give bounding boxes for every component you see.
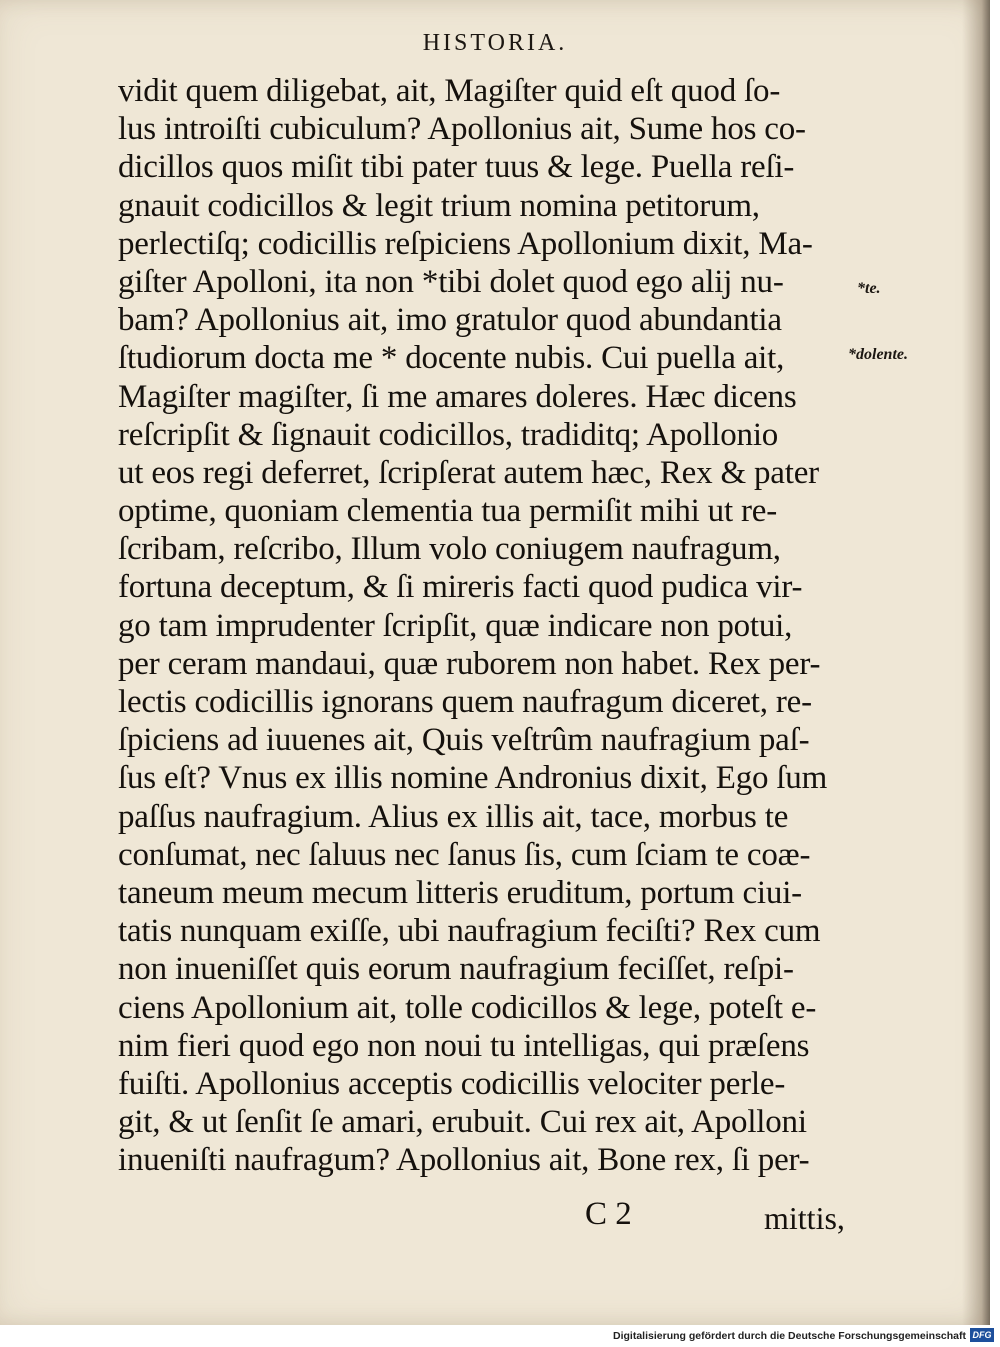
text-line: paſſus naufragium. Alius ex illis ait, tace, morbus te [118,798,789,835]
text-line: ſpiciens ad iuuenes ait, Quis veſtrûm naufragium paſ- [118,722,810,759]
text-line: ſtudiorum docta me * docente nubis. Cui puella ait, [118,340,785,377]
text-line: reſcripſit & ſignauit codicillos, tradiditq; Apollonio [118,416,779,453]
dfg-logo: DFG [970,1328,994,1342]
body-text [118,72,843,1179]
text-line: inueniſti naufragum? Apollonius ait, Bone rex, ſi per- [118,1142,810,1179]
text-line: tatis nunquam exiſſe, ubi naufragium feciſti? Rex cum [118,913,821,950]
margin-note-te: *te. [857,280,881,297]
text-line: Magiſter magiſter, ſi me amares doleres. Hæc dicens [118,378,797,415]
digitization-credit: Digitalisierung gefördert durch die Deutsche Forschungsgemeinschaft [613,1330,966,1342]
text-line: giſter Apolloni, ita non *tibi dolet quod ego alij nu- [118,263,784,300]
signature-mark: C 2 [585,1196,632,1232]
text-line: gnauit codicillos & legit trium nomina petitorum, [118,187,760,224]
text-line: lus introiſti cubiculum? Apollonius ait, Sume hos co- [118,111,806,148]
running-head: HISTORIA. [422,30,568,56]
text-line: conſumat, nec ſaluus nec ſanus ſis, cum ſciam te coæ- [118,836,811,873]
text-line: bam? Apollonius ait, imo gratulor quod abundantia [118,302,782,339]
text-line: dicillos quos miſit tibi pater tuus & lege. Puella reſi- [118,149,795,186]
text-line: optime, quoniam clementia tua permiſit mihi ut re- [118,493,777,530]
text-line: fuiſti. Apollonius acceptis codicillis velociter perle- [118,1065,786,1102]
text-line: ciens Apollonium ait, tolle codicillos & lege, poteſt e- [118,989,817,1026]
text-line: ſcribam, reſcribo, Illum volo coniugem naufragum, [118,531,781,568]
text-line: non inueniſſet quis eorum naufragium feciſſet, reſpi- [118,951,794,988]
text-line: ut eos regi deferret, ſcripſerat autem hæc, Rex & pater [118,454,819,491]
text-line: fortuna deceptum, & ſi mireris facti quod pudica vir- [118,569,803,606]
text-line: perlectiſq; codicillis reſpiciens Apollonium dixit, Ma- [118,225,813,262]
text-line: git, & ut ſenſit ſe amari, erubuit. Cui rex ait, Apolloni [118,1104,807,1141]
text-line: vidit quem diligebat, ait, Magiſter quid eſt quod ſo- [118,73,781,109]
margin-note-dolente: *dolente. [848,346,908,363]
page-edge-shadow [962,0,990,1325]
text-line: lectis codicillis ignorans quem naufragum diceret, re- [118,684,812,720]
text-line: go tam imprudenter ſcripſit, quæ indicare non potui, [118,607,793,644]
catchword: mittis, [764,1200,845,1236]
text-line: per ceram mandaui, quæ ruborem non habet. Rex per- [118,645,821,682]
text-line: ſus eſt? Vnus ex illis nomine Andronius dixit, Ego ſum [118,760,828,797]
text-line: nim fieri quod ego non noui tu intelligas, qui præſens [118,1027,810,1064]
text-line: taneum meum mecum litteris eruditum, portum ciui- [118,874,802,911]
